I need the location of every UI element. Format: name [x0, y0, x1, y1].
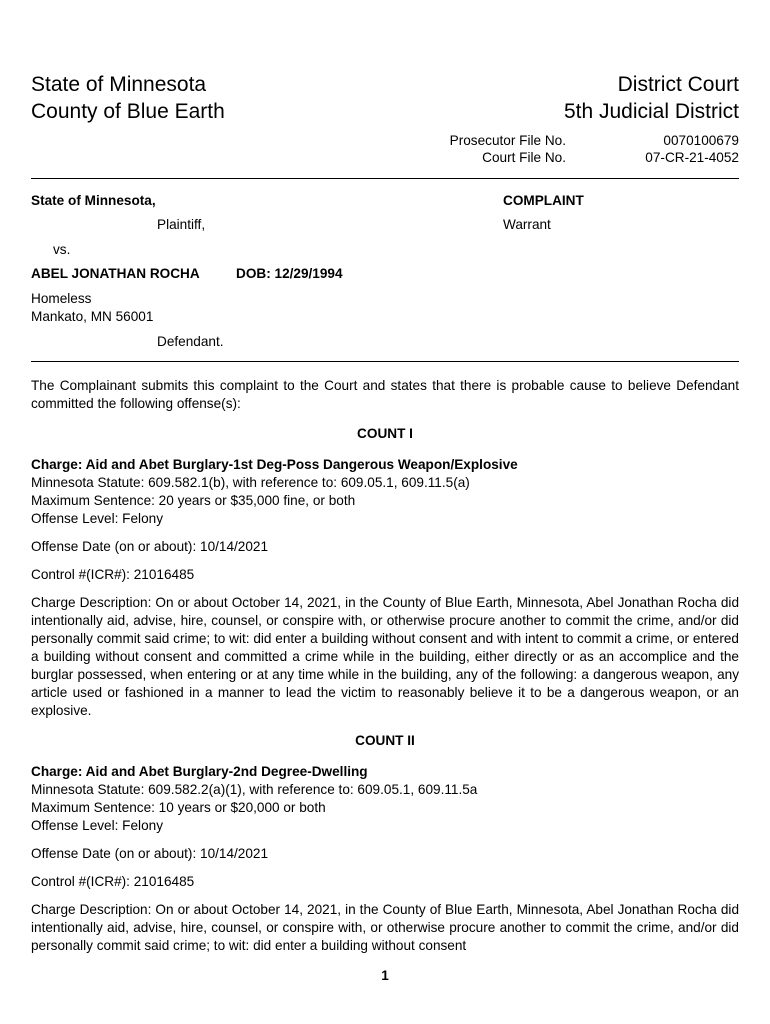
defendant-label: Defendant. [157, 334, 224, 349]
charge-title: Charge: Aid and Abet Burglary-2nd Degree-Dwelling [31, 764, 368, 779]
sentence-line: Maximum Sentence: 20 years or $35,000 fine, or both [31, 493, 356, 508]
count-heading: COUNT I [357, 426, 413, 441]
offense-date-line: Offense Date (on or about): 10/14/2021 [31, 846, 269, 861]
header-divider [31, 178, 739, 179]
intro-paragraph: The Complainant submits this complaint to the Court and states that there is probable cause to believe Defendant committed the following offense(s): [31, 378, 739, 411]
document-subtype: Warrant [503, 217, 551, 232]
prosecutor-file-number: 0070100679 [663, 133, 739, 148]
statute-line: Minnesota Statute: 609.582.1(b), with reference to: 609.05.1, 609.11.5(a) [31, 475, 470, 490]
document-type: COMPLAINT [503, 193, 584, 208]
count-details [31, 456, 739, 528]
page-number: 1 [381, 968, 389, 983]
versus-label: vs. [53, 242, 71, 257]
count-details [31, 763, 739, 835]
control-number-line: Control #(ICR#): 21016485 [31, 874, 195, 889]
offense-level-line: Offense Level: Felony [31, 818, 163, 833]
court-file-number: 07-CR-21-4052 [645, 150, 739, 165]
state-name: State of Minnesota [31, 73, 207, 96]
county-name: County of Blue Earth [31, 100, 225, 123]
court-file-label: Court File No. [482, 150, 566, 165]
control-number-line: Control #(ICR#): 21016485 [31, 567, 195, 582]
defendant-address-line1: Homeless [31, 291, 92, 306]
count-heading: COUNT II [355, 733, 415, 748]
statute-line: Minnesota Statute: 609.582.2(a)(1), with reference to: 609.05.1, 609.11.5a [31, 782, 478, 797]
sentence-line: Maximum Sentence: 10 years or $20,000 or both [31, 800, 326, 815]
defendant-dob: DOB: 12/29/1994 [236, 266, 343, 281]
charge-description: Charge Description: On or about October 14, 2021, in the County of Blue Earth, Minnesota, Abel Jonathan Rocha did intentionally aid, advise, hire, counsel, or conspire with, or otherwise procure another to commit the crime, and/or did personally commit said crime; to wit: did enter a building without consent [31, 902, 739, 953]
court-name: District Court [617, 73, 739, 96]
charge-title: Charge: Aid and Abet Burglary-1st Deg-Poss Dangerous Weapon/Explosive [31, 457, 518, 472]
defendant-address-line2: Mankato, MN 56001 [31, 309, 154, 324]
judicial-district: 5th Judicial District [563, 100, 739, 123]
plaintiff-label: Plaintiff, [157, 217, 206, 232]
offense-level-line: Offense Level: Felony [31, 511, 163, 526]
prosecutor-file-label: Prosecutor File No. [449, 133, 566, 148]
defendant-name: ABEL JONATHAN ROCHA [31, 266, 200, 281]
charge-description: Charge Description: On or about October 14, 2021, in the County of Blue Earth, Minnesota, Abel Jonathan Rocha did intentionally aid, advise, hire, counsel, or conspire with, or otherwise procure another to commit the crime, and/or did personally commit said crime; to wit: did enter a building without consent and with intent to commit a crime, or entered a building without consent and committed a crime while in the building, either directly or as an accomplice and the burglar possessed, when entering or at any time while in the building, any of the following: a dangerous weapon, any article used or fashioned in a manner to lead the victim to reasonably believe it to be a dangerous weapon, or an explosive. [31, 595, 739, 718]
plaintiff-name: State of Minnesota, [31, 193, 156, 208]
offense-date-line: Offense Date (on or about): 10/14/2021 [31, 539, 269, 554]
caption-divider [31, 361, 739, 362]
